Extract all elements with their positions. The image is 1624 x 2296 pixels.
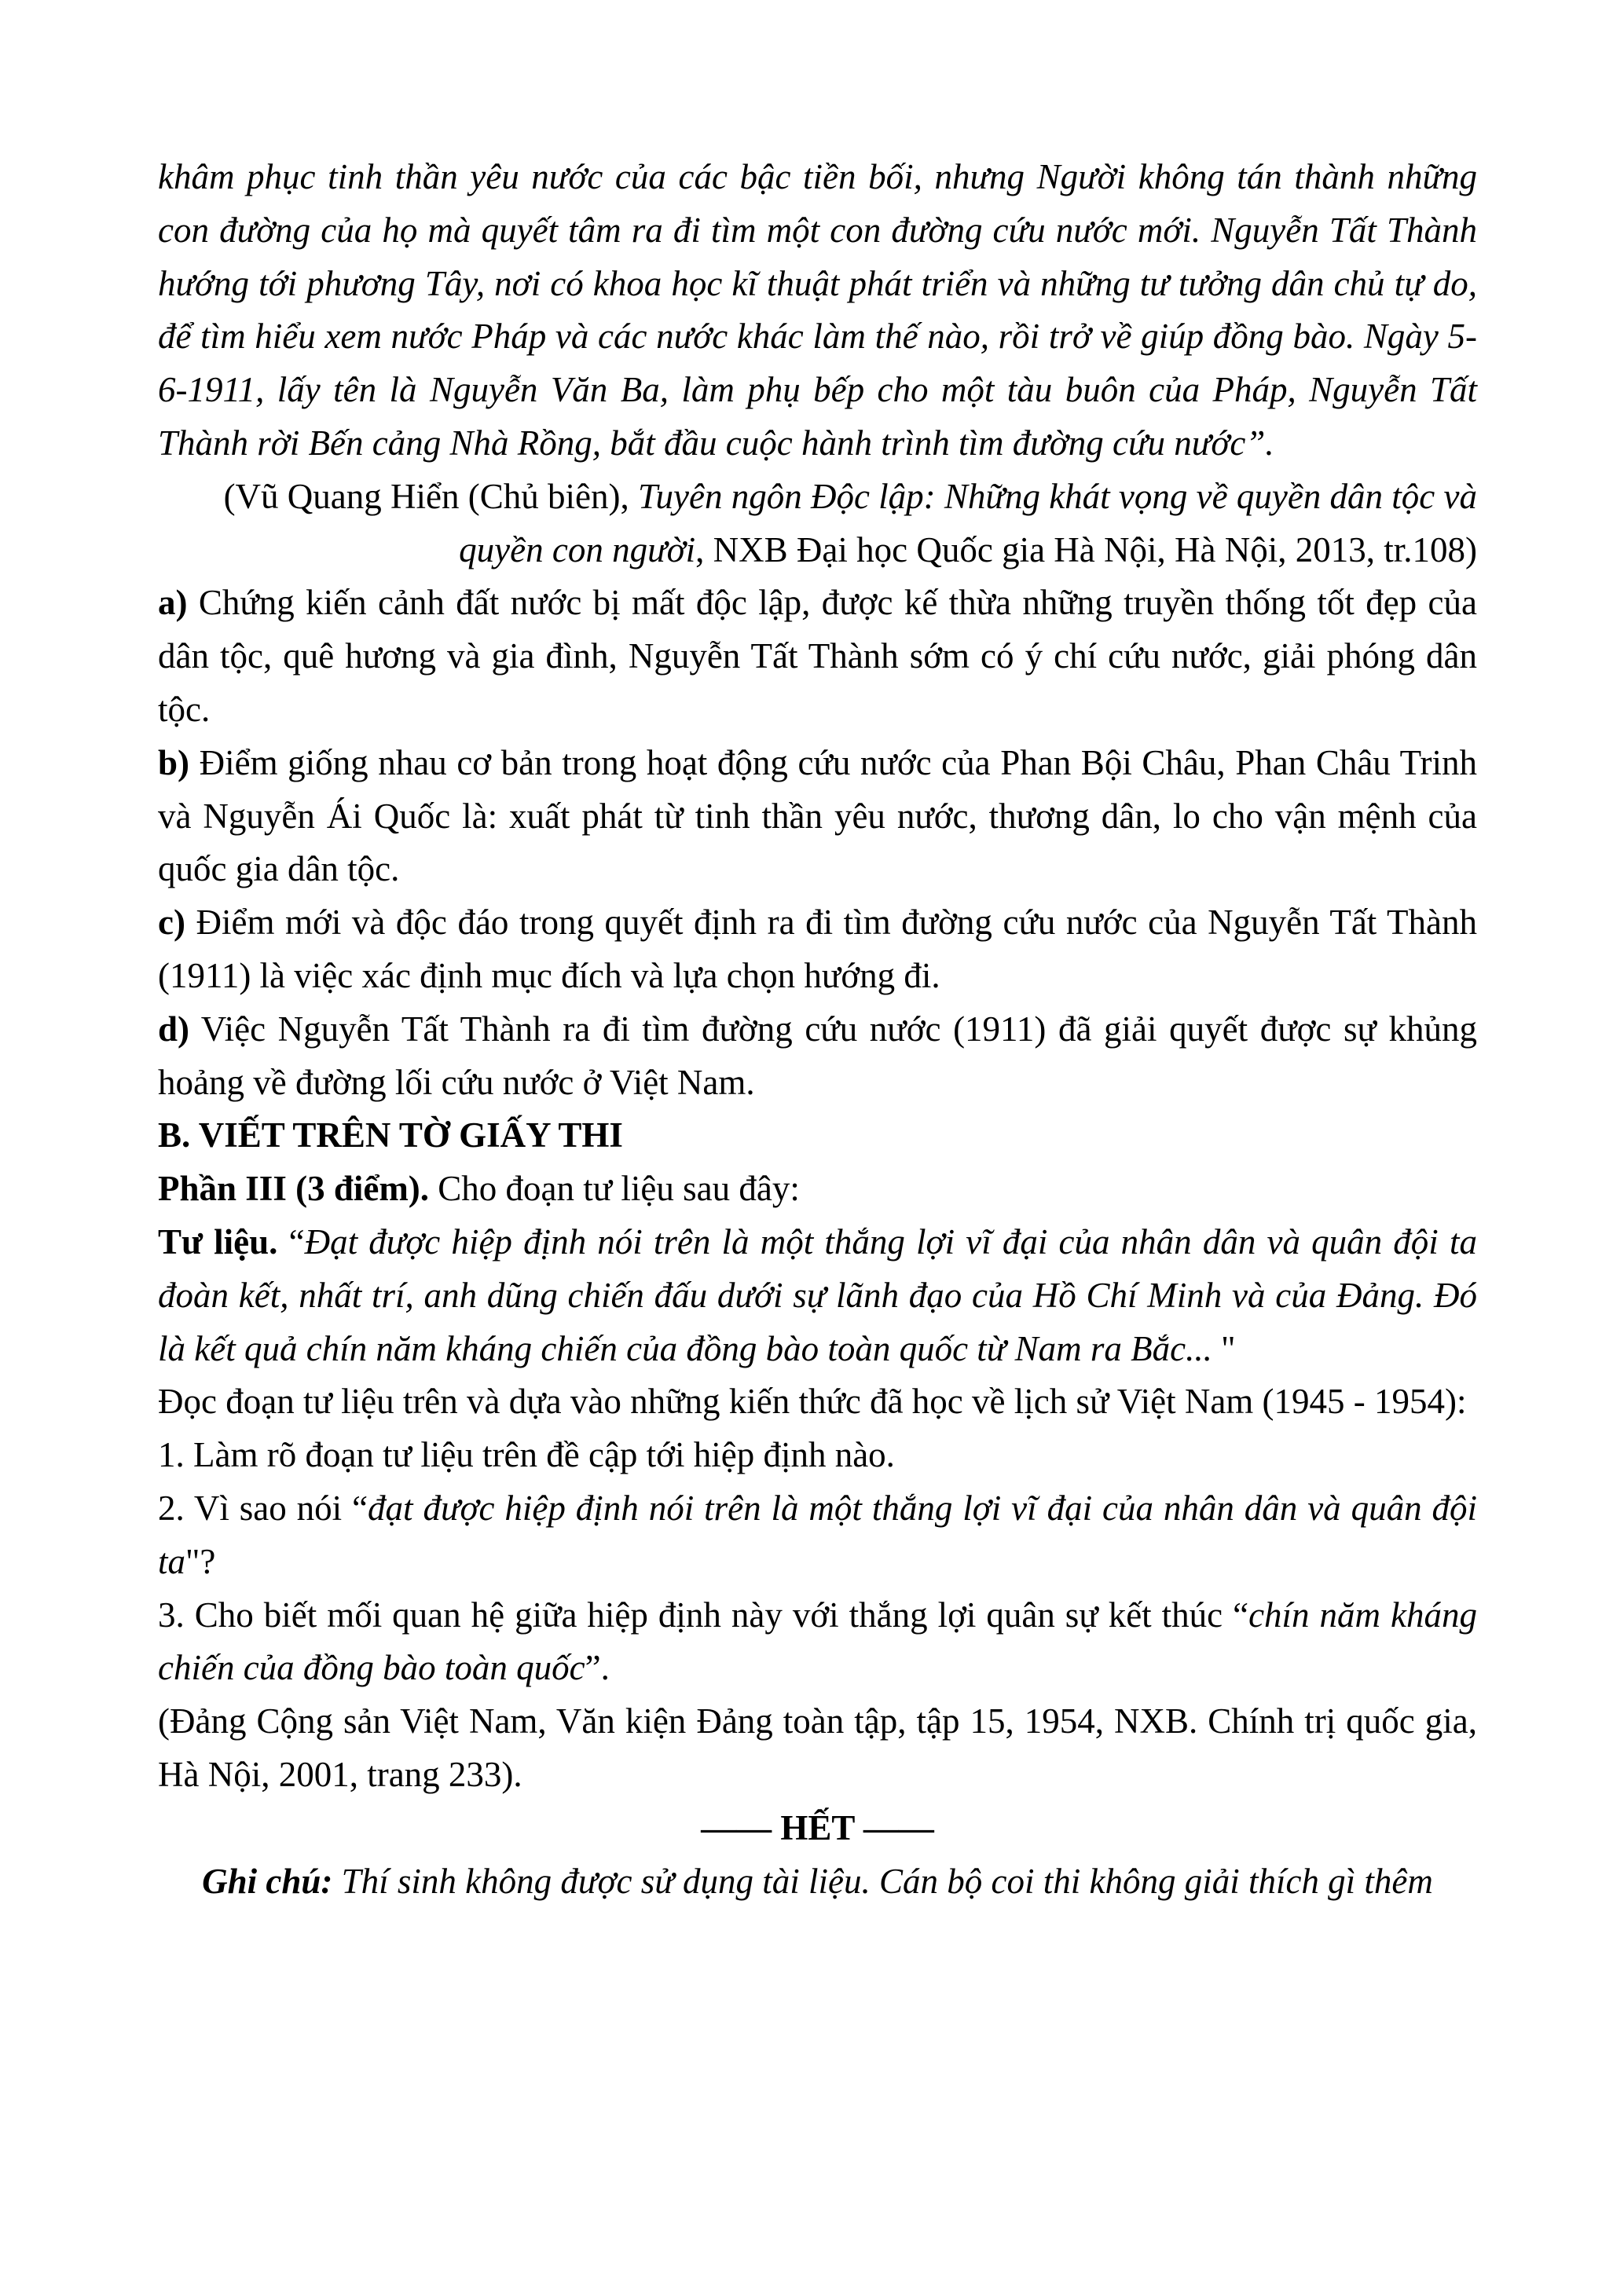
question-1: 1. Làm rõ đoạn tư liệu trên đề cập tới hiệp định nào. <box>158 1435 895 1475</box>
citation-title-1: Tuyên ngôn Độc lập: Những khát vọng về quyền dân tộc và <box>637 476 1477 516</box>
question-2-quote: đạt được hiệp định nói trên là một thắng lợi vĩ đại của nhân dân và quân đội ta <box>158 1488 1477 1581</box>
part-iii <box>158 1163 1477 1216</box>
instruction: Đọc đoạn tư liệu trên và dựa vào những kiến thức đã học về lịch sử Việt Nam (1945 - 1954): <box>158 1382 1467 1422</box>
statement-text: Điểm mới và độc đáo trong quyết định ra đi tìm đường cứu nước của Nguyễn Tất Thành (1911) là việc xác định mục đích và lựa chọn hướng đi. <box>158 903 1477 995</box>
question-3 <box>158 1589 1477 1696</box>
question-2 <box>158 1482 1477 1589</box>
statement-text: Việc Nguyễn Tất Thành ra đi tìm đường cứu nước (1911) đã giải quyết được sự khủng hoảng về đường lối cứu nước ở Việt Nam. <box>158 1009 1477 1102</box>
statement-b <box>158 737 1477 896</box>
exam-page <box>158 151 1477 1908</box>
citation-rest: , NXB Đại học Quốc gia Hà Nội, Hà Nội, 2013, tr.108) <box>695 529 1477 569</box>
citation-2: (Đảng Cộng sản Việt Nam, Văn kiện Đảng toàn tập, tập 15, 1954, NXB. Chính trị quốc gia, Hà Nội, 2001, trang 233). <box>158 1701 1477 1794</box>
question-3-quote: chín năm kháng chiến của đồng bào toàn quốc <box>158 1595 1477 1688</box>
statement-text: Điểm giống nhau cơ bản trong hoạt động cứu nước của Phan Bội Châu, Phan Châu Trinh và Nguyễn Ái Quốc là: xuất phát từ tinh thần yêu nước, thương dân, lo cho vận mệnh của quốc gia dân tộc. <box>158 742 1477 889</box>
citation-author: (Vũ Quang Hiển (Chủ biên), <box>223 476 638 516</box>
statement-c <box>158 896 1477 1003</box>
statement-a <box>158 577 1477 736</box>
note-label: Ghi chú: <box>202 1861 333 1901</box>
statement-d <box>158 1003 1477 1110</box>
question-3-suffix: ”. <box>585 1648 610 1688</box>
statement-label: c) <box>158 903 185 943</box>
part-label: Phần III (3 điểm). <box>158 1169 430 1209</box>
statement-label: a) <box>158 583 188 623</box>
statement-text: Chứng kiến cảnh đất nước bị mất độc lập, được kế thừa những truyền thống tốt đẹp của dân tộc, quê hương và gia đình, Nguyễn Tất Thành sớm có ý chí cứu nước, giải phóng dân tộc. <box>158 583 1477 729</box>
note <box>158 1855 1477 1909</box>
question-2-suffix: "? <box>185 1541 216 1581</box>
citation-line-1 <box>158 471 1477 524</box>
quote-close: " <box>1212 1328 1236 1368</box>
statement-label: d) <box>158 1009 190 1049</box>
quote-continuation: khâm phục tinh thần yêu nước của các bậc tiền bối, nhưng Người không tán thành những con đường của họ mà quyết tâm ra đi tìm một con đường cứu nước mới. Nguyễn Tất Thành hướng tới phương Tây, nơi có khoa học kĩ thuật phát triển và những tư tưởng dân chủ tự do, để tìm hiểu xem nước Pháp và các nước khác làm thế nào, rồi trở về giúp đồng bào. Ngày 5-6-1911, lấy tên là Nguyễn Văn Ba, làm phụ bếp cho một tàu buôn của Pháp, Nguyễn Tất Thành rời Bến cảng Nhà Rồng, bắt đầu cuộc hành trình tìm đường cứu nước”. <box>158 157 1477 463</box>
citation-line-2 <box>158 524 1477 577</box>
statement-label: b) <box>158 742 190 782</box>
note-text: Thí sinh không được sử dụng tài liệu. Cán bộ coi thi không giải thích gì thêm <box>332 1861 1433 1901</box>
part-text: Cho đoạn tư liệu sau đây: <box>429 1169 800 1209</box>
citation-title-2: quyền con người <box>459 529 696 569</box>
source-quote: Đạt được hiệp định nói trên là một thắng lợi vĩ đại của nhân dân và quân đội ta đoàn kết, nhất trí, anh dũng chiến đấu dưới sự lãnh đạo của Hồ Chí Minh và của Đảng. Đó là kết quả chín năm kháng chiến của đồng bào toàn quốc từ Nam ra Bắc... <box>158 1221 1477 1368</box>
quote-open: “ <box>277 1221 305 1262</box>
end-mark: —— HẾT —— <box>701 1807 934 1847</box>
source-label: Tư liệu. <box>158 1221 278 1262</box>
question-3-prefix: 3. Cho biết mối quan hệ giữa hiệp định này với thắng lợi quân sự kết thúc “ <box>158 1595 1249 1635</box>
source-document <box>158 1216 1477 1375</box>
section-b-heading: B. VIẾT TRÊN TỜ GIẤY THI <box>158 1115 623 1155</box>
question-2-prefix: 2. Vì sao nói “ <box>158 1488 368 1528</box>
